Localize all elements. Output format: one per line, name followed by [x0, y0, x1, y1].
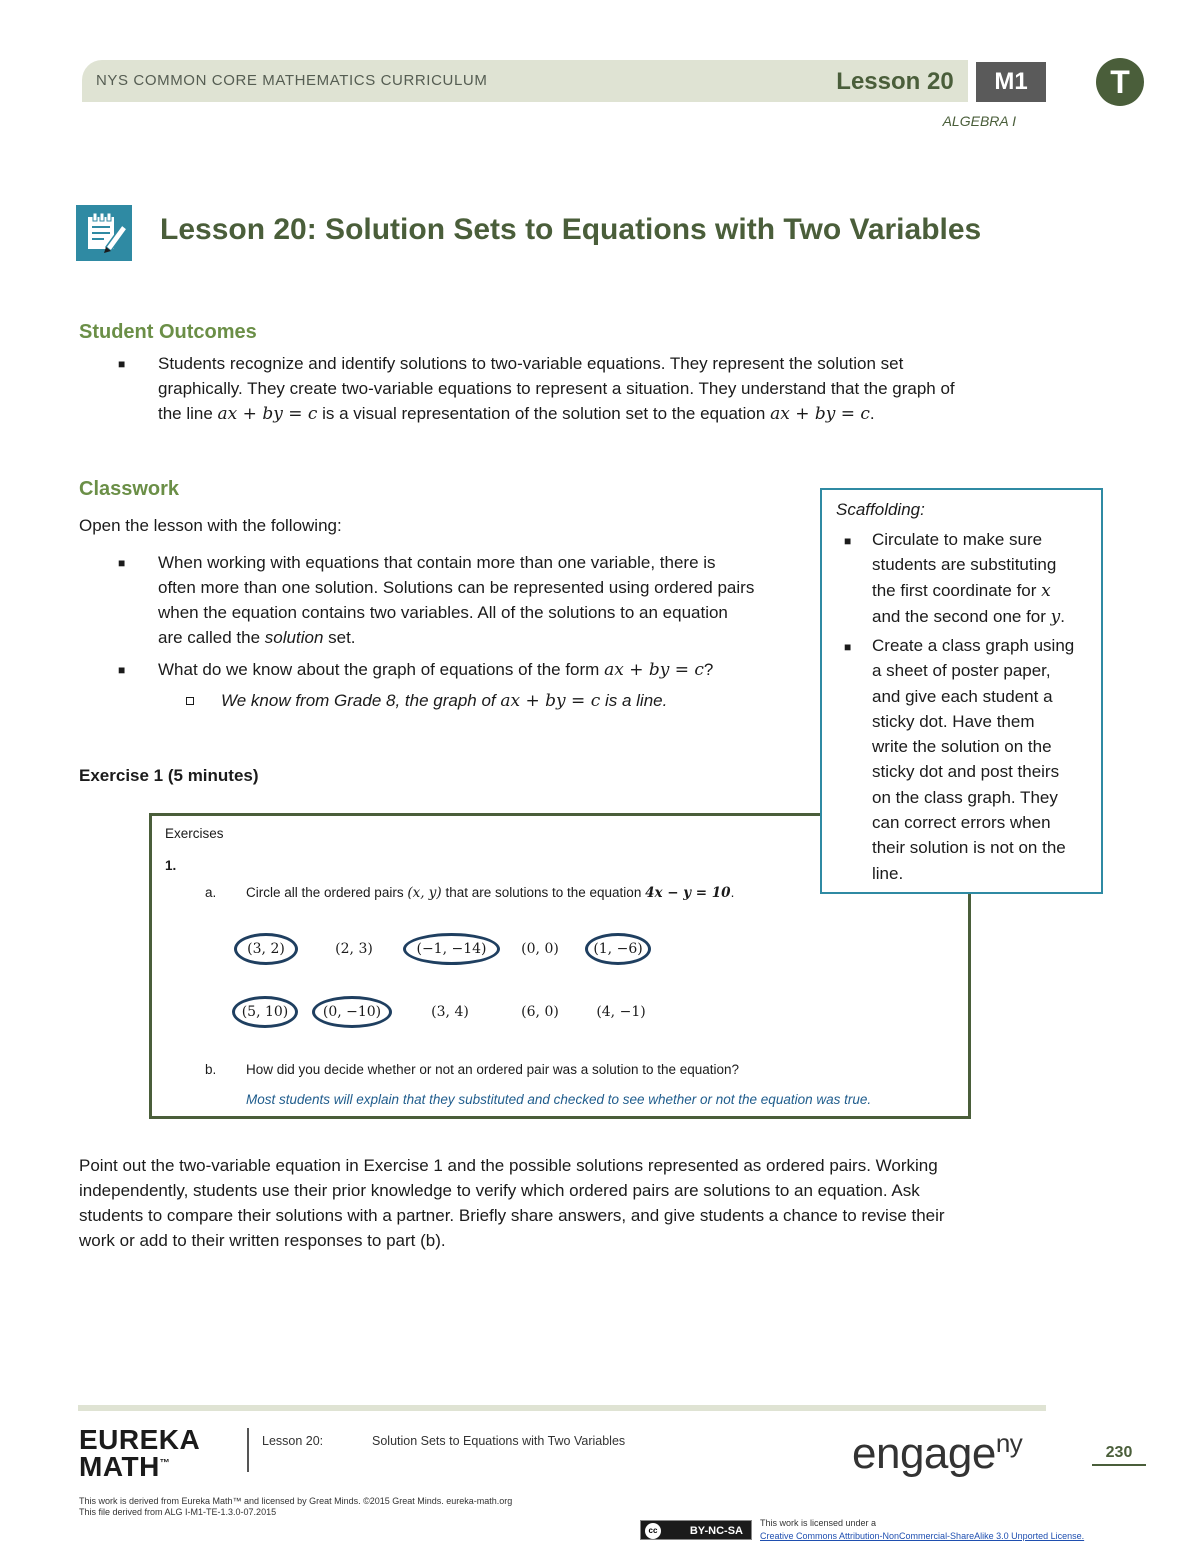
scaffolding-item-1: Circulate to make sure students are substituting the first coordinate for x and the second one for y. — [872, 530, 1065, 627]
exercise-number: 1. — [165, 858, 177, 873]
bullet-marker: ■ — [118, 663, 126, 677]
exercise-heading: Exercise 1 (5 minutes) — [79, 766, 259, 785]
notepad-pencil-icon — [76, 205, 132, 261]
ordered-pair: (6, 0) — [521, 1004, 559, 1020]
ordered-pair: (4, −1) — [596, 1004, 646, 1020]
math-expression: ax + by = c — [770, 404, 870, 424]
student-outcomes-heading: Student Outcomes — [79, 321, 257, 343]
part-a-question: Circle all the ordered pairs (x, y) that are solutions to the equation 4x − y = 10. — [246, 885, 735, 901]
ordered-pair-circled: (0, −10) — [312, 996, 392, 1028]
outcome-line: Students recognize and identify solutions to two-variable equations. They represent the solution set — [158, 354, 904, 373]
creative-commons-icon: cc — [645, 1523, 661, 1539]
header-lesson: Lesson 20 — [822, 62, 968, 102]
part-b-answer: Most students will explain that they substituted and checked to see whether or not the equation was true. — [246, 1092, 872, 1107]
ordered-pair-circled: (−1, −14) — [403, 933, 500, 965]
file-notice: This file derived from ALG I-M1-TE-1.3.0-07.2015 — [79, 1507, 277, 1517]
bullet-marker: ■ — [118, 556, 126, 570]
license-link[interactable]: Creative Commons Attribution-NonCommercial-ShareAlike 3.0 Unported License. — [760, 1531, 1085, 1541]
header-module: M1 — [976, 62, 1046, 102]
part-b-label: b. — [205, 1062, 217, 1077]
course-label: ALGEBRA I — [942, 113, 1016, 129]
math-expression: ax + by = c — [217, 404, 318, 424]
license-notice: This work is licensed under a — [760, 1518, 877, 1528]
ordered-pair: (2, 3) — [335, 941, 373, 957]
ordered-pair-circled: (5, 10) — [232, 996, 298, 1028]
scaffolding-box — [820, 488, 1103, 894]
part-a-label: a. — [205, 885, 217, 900]
ordered-pair: (3, 4) — [431, 1004, 469, 1020]
bullet-marker: ■ — [844, 534, 852, 548]
part-b-question: How did you decide whether or not an ordered pair was a solution to the equation? — [246, 1062, 740, 1077]
eureka-math-logo: EUREKA MATH™ — [79, 1424, 201, 1482]
footer-lesson-label: Lesson 20: — [262, 1434, 324, 1448]
math-expression: ax + by = c — [500, 691, 601, 711]
lesson-title: Lesson 20: Solution Sets to Equations with Two Variables — [160, 213, 982, 246]
scaffolding-title: Scaffolding: — [836, 500, 925, 519]
bullet-marker: ■ — [118, 357, 126, 371]
outcome-line: the line ax + by = c is a visual representation of the solution set to the equation ax + by = c. — [158, 404, 875, 424]
scaffolding-item-2: Create a class graph using a sheet of poster paper, and give each student a sticky dot. Have them write the solution on the sticky dot and post theirs on the class graph. They can correct errors when their solution is not on the line. — [872, 636, 1075, 883]
math-expression: ax + by = c — [604, 660, 704, 680]
cc-license-badge[interactable]: cc BY-NC-SA — [640, 1520, 752, 1540]
bullet-marker: ■ — [844, 640, 852, 654]
footer-lesson-title: Solution Sets to Equations with Two Variables — [372, 1434, 626, 1448]
outcome-line: graphically. They create two-variable equations to represent a situation. They understand that the graph of — [158, 379, 955, 398]
derived-notice: This work is derived from Eureka Math™ and licensed by Great Minds. ©2015 Great Minds. eureka-math.org — [79, 1496, 513, 1506]
ordered-pair: (0, 0) — [521, 941, 559, 957]
closing-paragraph: Point out the two-variable equation in Exercise 1 and the possible solutions represented as ordered pairs. Working independently, students use their prior knowledge to verify which ordered pairs are solutions to an equation. Ask students to compare their solutions with a partner. Briefly share answers, and give students a chance to revise their work or add to their written responses to part (b). — [79, 1156, 945, 1250]
footer-divider — [247, 1428, 249, 1472]
exercises-title: Exercises — [165, 826, 224, 841]
classwork-bullet-1: When working with equations that contain more than one variable, there is often more than one solution. Solutions can be represented using ordered pairs when the equation contains two variables. All of the solutions to an equation are called the solution set. — [158, 553, 755, 647]
sub-bullet-marker — [186, 697, 194, 705]
student-outcomes-text — [158, 351, 1038, 427]
footer-rule — [78, 1405, 1046, 1411]
engageny-logo: engage$^{ny}$ — [852, 1428, 1023, 1478]
ordered-pair-circled: (3, 2) — [234, 933, 298, 965]
page-number: 230 — [1092, 1444, 1146, 1466]
ordered-pair-circled: (1, −6) — [585, 933, 651, 965]
curriculum-label: NYS COMMON CORE MATHEMATICS CURRICULUM — [96, 72, 488, 89]
classwork-bullet-2: What do we know about the graph of equations of the form ax + by = c? — [158, 660, 714, 680]
classwork-heading: Classwork — [79, 478, 180, 500]
teacher-badge: T — [1096, 58, 1144, 106]
classwork-intro: Open the lesson with the following: — [79, 516, 342, 535]
classwork-answer: We know from Grade 8, the graph of ax + by = c is a line. — [221, 691, 668, 711]
